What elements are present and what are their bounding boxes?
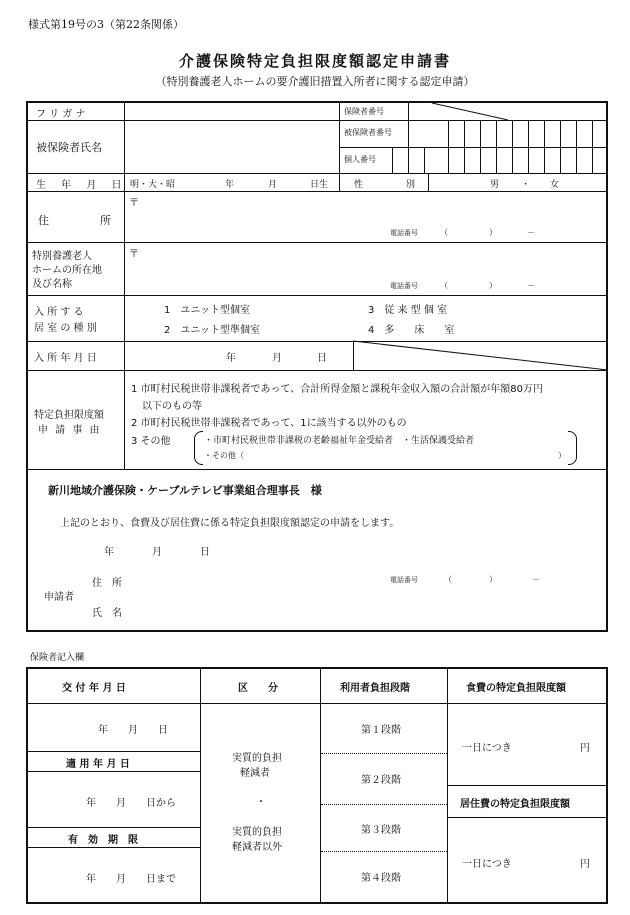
burden-stage-header: 利用者負担段階 bbox=[340, 683, 410, 694]
phone-label: 電話番号 bbox=[390, 229, 418, 237]
room-option-4: 4 多 床 室 bbox=[368, 325, 455, 336]
housing-limit-header: 居住費の特定負担限度額 bbox=[460, 799, 570, 810]
facility-phone-dash: － bbox=[527, 281, 535, 290]
applicant-address-label: 住 所 bbox=[92, 578, 122, 589]
issue-date-header: 交 付 年 月 日 bbox=[62, 683, 126, 694]
housing-per-day-label: 一日につき bbox=[462, 859, 512, 870]
reason-label-1: 特定負担限度額 bbox=[34, 410, 104, 421]
stage-3: 第３段階 bbox=[361, 825, 401, 836]
issue-date-value: 年 月 日 bbox=[98, 725, 168, 736]
reason-option-3: 3 その他 bbox=[131, 436, 171, 447]
room-type-label-2: 居 室 の 種 別 bbox=[34, 323, 97, 334]
facility-label-2: ホームの所在地 bbox=[32, 265, 102, 276]
applicant-label: 申請者 bbox=[44, 592, 74, 603]
sex-separator: ・ bbox=[521, 180, 531, 190]
category-2-line1: 実質的負担 bbox=[232, 827, 282, 838]
room-option-2: 2 ユニット型準個室 bbox=[164, 325, 260, 336]
reason-option-3b-close: ） bbox=[558, 451, 566, 460]
declaration-day-unit: 日 bbox=[200, 547, 210, 558]
applicant-phone-paren-open: （ bbox=[444, 575, 452, 584]
category-header: 区 分 bbox=[238, 683, 278, 694]
room-type-label-1: 入 所 す る bbox=[34, 307, 84, 318]
phone-dash: － bbox=[527, 228, 535, 237]
facility-label-3: 及び名称 bbox=[32, 279, 72, 290]
furigana-label: フ リ ガ ナ bbox=[36, 109, 86, 120]
birth-year-unit: 年 bbox=[225, 180, 235, 190]
address-label: 住 bbox=[38, 214, 49, 227]
page-title: 介護保険特定負担限度額認定申請書 bbox=[178, 52, 451, 70]
reason-option-2: 2 市町村民税世帯非課税者であって、1に該当する以外のもの bbox=[131, 418, 407, 429]
room-option-3: 3 従 来 型 個 室 bbox=[368, 305, 448, 316]
admission-date-label: 入 所 年 月 日 bbox=[34, 353, 97, 364]
admission-year-unit: 年 bbox=[226, 353, 236, 364]
facility-phone-paren-close: ） bbox=[489, 281, 497, 290]
applicant-phone-paren-close: ） bbox=[489, 575, 497, 584]
facility-label-1: 特別養護老人 bbox=[32, 251, 92, 262]
category-1-line2: 軽減者 bbox=[240, 768, 270, 779]
phone-paren-open: （ bbox=[440, 228, 448, 237]
declaration-statement: 上記のとおり、食費及び居住費に係る特定負担限度額認定の申請をします。 bbox=[60, 518, 400, 529]
personal-number-label: 個人番号 bbox=[344, 155, 376, 164]
applicant-phone-dash: － bbox=[532, 575, 540, 584]
birth-month-unit: 月 bbox=[268, 180, 278, 190]
reason-bracket-left bbox=[194, 431, 203, 465]
sex-label-2: 別 bbox=[406, 180, 416, 190]
food-limit-header: 食費の特定負担限度額 bbox=[466, 683, 566, 694]
sex-male: 男 bbox=[490, 180, 500, 190]
category-2-line2: 軽減者以外 bbox=[232, 842, 282, 853]
sex-label: 性 bbox=[354, 180, 364, 190]
reason-option-3a: ・市町村民税世帯非課税の老齢福祉年金受給者 ・生活保護受給者 bbox=[204, 436, 475, 446]
declaration-month-unit: 月 bbox=[152, 547, 162, 558]
admission-month-unit: 月 bbox=[272, 353, 282, 364]
reason-label-2: 申 請 事 由 bbox=[38, 425, 102, 436]
category-1-line1: 実質的負担 bbox=[232, 753, 282, 764]
era-options: 明・大・昭 bbox=[130, 180, 176, 190]
page-subtitle: （特別養護老人ホームの要介護旧措置入所者に関する認定申請） bbox=[155, 75, 475, 88]
facility-postal-mark: 〒 bbox=[129, 249, 139, 260]
room-option-1: 1 ユニット型個室 bbox=[164, 305, 250, 316]
valid-period-value: 年 月 日まで bbox=[86, 874, 176, 885]
stage-4: 第４段階 bbox=[361, 873, 401, 884]
insured-name-label: 被保険者氏名 bbox=[36, 141, 102, 154]
sex-female: 女 bbox=[550, 180, 560, 190]
food-per-day-label: 一日につき bbox=[462, 743, 512, 754]
admission-day-unit: 日 bbox=[317, 353, 327, 364]
reason-option-1-cont: 以下のもの等 bbox=[142, 401, 202, 412]
stage-2: 第２段階 bbox=[361, 775, 401, 786]
apply-date-label: 適 用 年 月 日 bbox=[66, 759, 130, 770]
birth-date-label: 生 年 月 日 bbox=[36, 180, 128, 191]
reason-bracket-right bbox=[568, 431, 577, 465]
addressee: 新川地域介護保険・ケーブルテレビ事業組合理事長 様 bbox=[48, 484, 322, 497]
declaration-year-unit: 年 bbox=[104, 547, 114, 558]
address-label-2: 所 bbox=[100, 214, 111, 227]
apply-date-value: 年 月 日から bbox=[86, 798, 176, 809]
facility-phone-label: 電話番号 bbox=[390, 282, 418, 290]
form-number: 様式第19号の3（第22条関係） bbox=[28, 18, 184, 31]
applicant-phone-label: 電話番号 bbox=[390, 576, 418, 584]
insurer-table bbox=[26, 667, 608, 904]
facility-phone-paren-open: （ bbox=[440, 281, 448, 290]
reason-option-3b: ・その他（ bbox=[204, 451, 244, 460]
insurer-number-label: 保険者番号 bbox=[344, 107, 384, 116]
housing-yen-unit: 円 bbox=[580, 859, 590, 870]
applicant-name-label: 氏 名 bbox=[92, 608, 122, 619]
insurer-section-label: 保険者記入欄 bbox=[30, 653, 85, 663]
food-yen-unit: 円 bbox=[580, 743, 590, 754]
application-form bbox=[26, 101, 608, 632]
birth-day-unit: 日生 bbox=[310, 180, 329, 190]
stage-1: 第１段階 bbox=[361, 725, 401, 736]
postal-mark: 〒 bbox=[129, 198, 139, 209]
reason-option-1: 1 市町村民税世帯非課税者であって、合計所得金額と課税年金収入額の合計額が年額80万円 bbox=[131, 384, 543, 395]
category-separator: ・ bbox=[256, 797, 266, 808]
insured-number-label: 被保険者番号 bbox=[344, 128, 392, 137]
phone-paren-close: ） bbox=[489, 228, 497, 237]
valid-period-label: 有 効 期 限 bbox=[68, 835, 138, 846]
